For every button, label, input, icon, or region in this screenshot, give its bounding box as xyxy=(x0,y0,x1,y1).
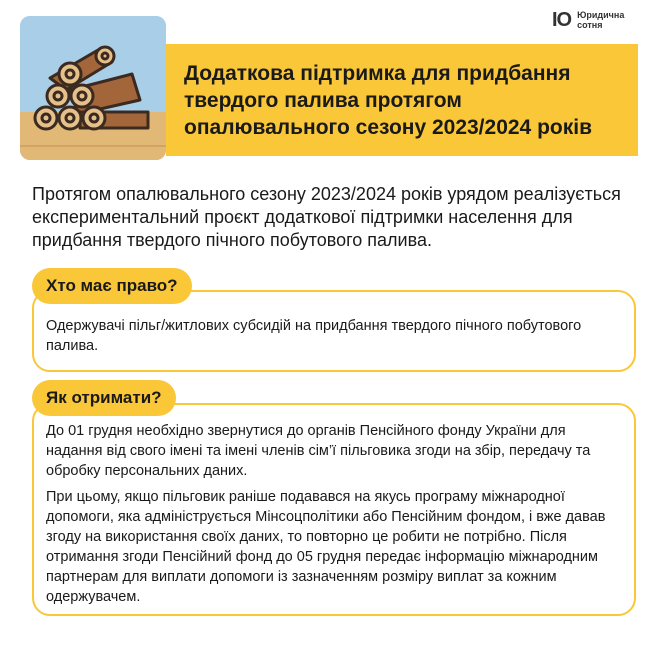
logo-text xyxy=(577,10,624,30)
how-to-text-2: При цьому, якщо пільговик раніше подавався на якусь програму міжнародної допомоги, яка адмініструється Мінсоцполітики або Пенсійним фондом, і вже давав згоду на використання своїх даних, то повторно це робити не потрібно. Після отримання згоди Пенсійний фонд до 05 грудня передає інформацію міжнародним партнерам для виплати допомоги із зазначенням розміру виплат за кожним одержувачем. xyxy=(46,489,606,605)
eligibility-text: Одержувачі пільг/житлових субсидій на придбання твердого пічного побутового палива. xyxy=(46,318,582,354)
intro-text: Протягом опалювального сезону 2023/2024 років урядом реалізується експериментальний проєкт додаткової підтримки населення для придбання твердого пічного побутового палива. xyxy=(32,184,621,250)
title-line-1: Додаткова підтримка для придбання xyxy=(184,61,571,85)
eligibility-heading: Хто має право? xyxy=(32,268,192,304)
brand-logo xyxy=(552,10,624,30)
how-to-box xyxy=(32,403,636,616)
title-line-3: опалювального сезону 2023/2024 років xyxy=(184,115,592,139)
title-banner xyxy=(166,44,638,156)
how-to-heading: Як отримати? xyxy=(32,380,176,416)
how-to-text-1: До 01 грудня необхідно звернутися до органів Пенсійного фонду України для надання від свого імені та імені членів сім’ї пільговика згоди на збір, передачу та обробку персональних даних. xyxy=(46,423,591,479)
page-title xyxy=(184,60,592,141)
logo-mark: IO xyxy=(552,9,572,31)
title-line-2: твердого палива протягом xyxy=(184,88,462,112)
logo-line-1: Юридична xyxy=(577,10,625,20)
firewood-logs-icon xyxy=(20,16,166,160)
hero-illustration xyxy=(20,16,166,160)
logo-line-2: сотня xyxy=(577,20,603,30)
